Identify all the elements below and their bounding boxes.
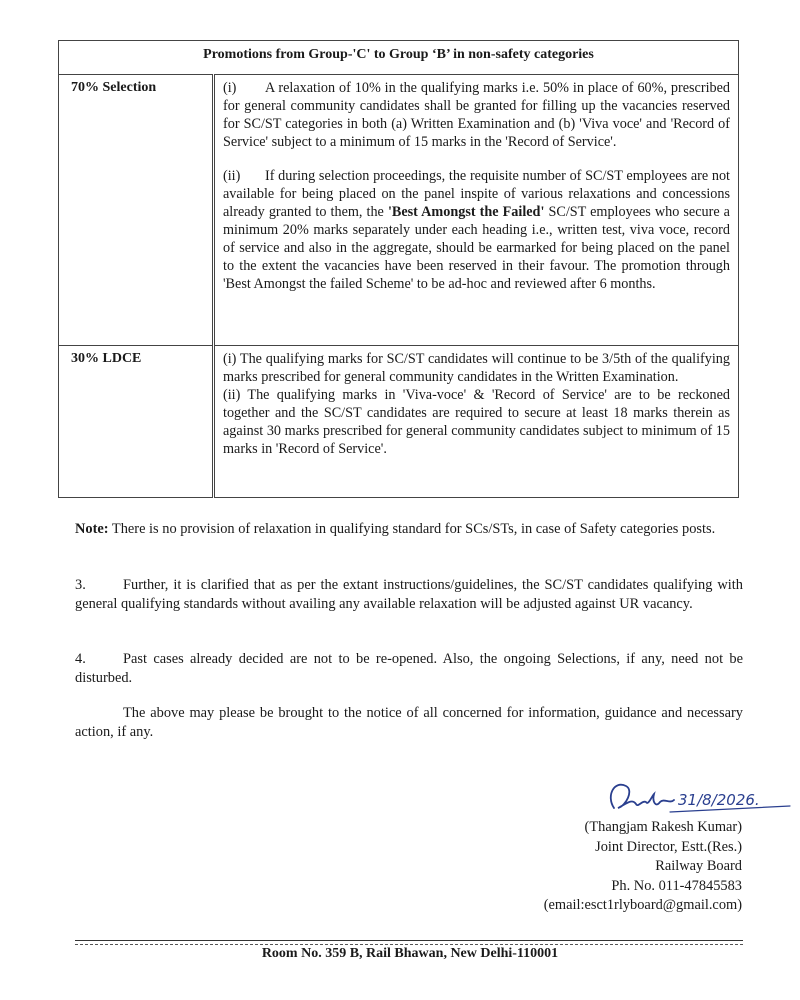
clause-number: (ii) <box>223 168 241 184</box>
paragraph-text: Further, it is clarified that as per the extant instructions/guidelines, the SC/ST candidates qualifying with general qualifying standards without availing any available relaxation will be adjusted against UR vacancy. <box>75 577 743 612</box>
table-row <box>59 75 739 346</box>
footer-address: Room No. 359 B, Rail Bhawan, New Delhi-110001 <box>261 946 559 961</box>
closing-paragraph: The above may please be brought to the notice of all concerned for information, guidance and necessary action, if any. <box>75 705 743 740</box>
table-heading: Promotions from Group-'C' to Group ‘B’ in non-safety categories <box>59 41 739 75</box>
signatory-name: (Thangjam Rakesh Kumar) <box>584 819 742 835</box>
note-paragraph <box>75 520 743 539</box>
clause-text: A relaxation of 10% in the qualifying marks i.e. 50% in place of 60%, prescribed for general community candidates shall be granted for filling up the vacancies reserved for SC/ST categories in both (a) Written Examination and (b) 'Viva voce' and 'Record of Service' subject to a minimum of 15 marks in the 'Record of Service'. <box>223 80 730 150</box>
paragraph-text: Past cases already decided are not to be re-opened. Also, the ongoing Selections, if any, need not be disturbed. <box>75 651 743 686</box>
table-row <box>59 346 739 498</box>
signatory-designation: Joint Director, Estt.(Res.) <box>595 838 742 855</box>
clause-ii: (ii) The qualifying marks in 'Viva-voce' & 'Record of Service' are to be reckoned together and the SC/ST candidates are required to secure at least 18 marks therein as against 30 marks prescribed for general community candidates subject to minimum of 15 marks in 'Record of Service'. <box>223 387 730 457</box>
paragraph-3 <box>75 576 743 614</box>
row-content-30-ldce <box>214 346 739 498</box>
footer-rule-dashed <box>75 944 743 945</box>
note-label: Note: <box>75 521 109 537</box>
paragraph-number: 4. <box>75 651 86 667</box>
clause-i <box>223 79 730 151</box>
signatory-phone: Ph. No. 011-47845583 <box>611 877 742 894</box>
paragraph-4 <box>75 650 743 688</box>
signature-stroke <box>611 785 674 808</box>
clause-bold-text: 'Best Amongst the Failed' <box>387 204 545 220</box>
row-label-70-selection: 70% Selection <box>59 75 214 346</box>
signatory-office: Railway Board <box>655 858 742 874</box>
clause-ii <box>223 167 730 293</box>
row-label-30-ldce: 30% LDCE <box>59 346 214 498</box>
signatory-email: (email:esct1rlyboard@gmail.com) <box>543 897 742 913</box>
signature-date: 31/8/2026. <box>678 791 760 809</box>
handwritten-signature <box>600 778 800 822</box>
footer-rule <box>75 940 743 941</box>
promotion-relaxation-table <box>58 40 739 498</box>
clause-number: (i) <box>223 80 237 96</box>
signature-block <box>544 818 742 916</box>
clause-text: If during selection proceedings, the requisite number of SC/ST employees are not available for being placed on the panel inspite of various relaxations and concessions already granted to them, the <box>223 168 730 220</box>
note-text: There is no provision of relaxation in qualifying standard for SCs/STs, in case of Safety categories posts. <box>111 521 716 537</box>
row-content-70-selection <box>214 75 739 346</box>
paragraph-number: 3. <box>75 577 86 593</box>
clause-text: SC/ST employees who secure a minimum 20% marks separately under each heading i.e., written test, viva voce, record of service and also in the aggregate, should be earmarked for being placed on the panel to the extent the vacancies have been reserved in their favour. The promotion through 'Best Amongst the failed Scheme' to be ad-hoc and reviewed after 6 months. <box>223 204 730 292</box>
clause-i: (i) The qualifying marks for SC/ST candidates will continue to be 3/5th of the qualifying marks prescribed for general community candidates in the Written Examination. <box>223 351 730 385</box>
